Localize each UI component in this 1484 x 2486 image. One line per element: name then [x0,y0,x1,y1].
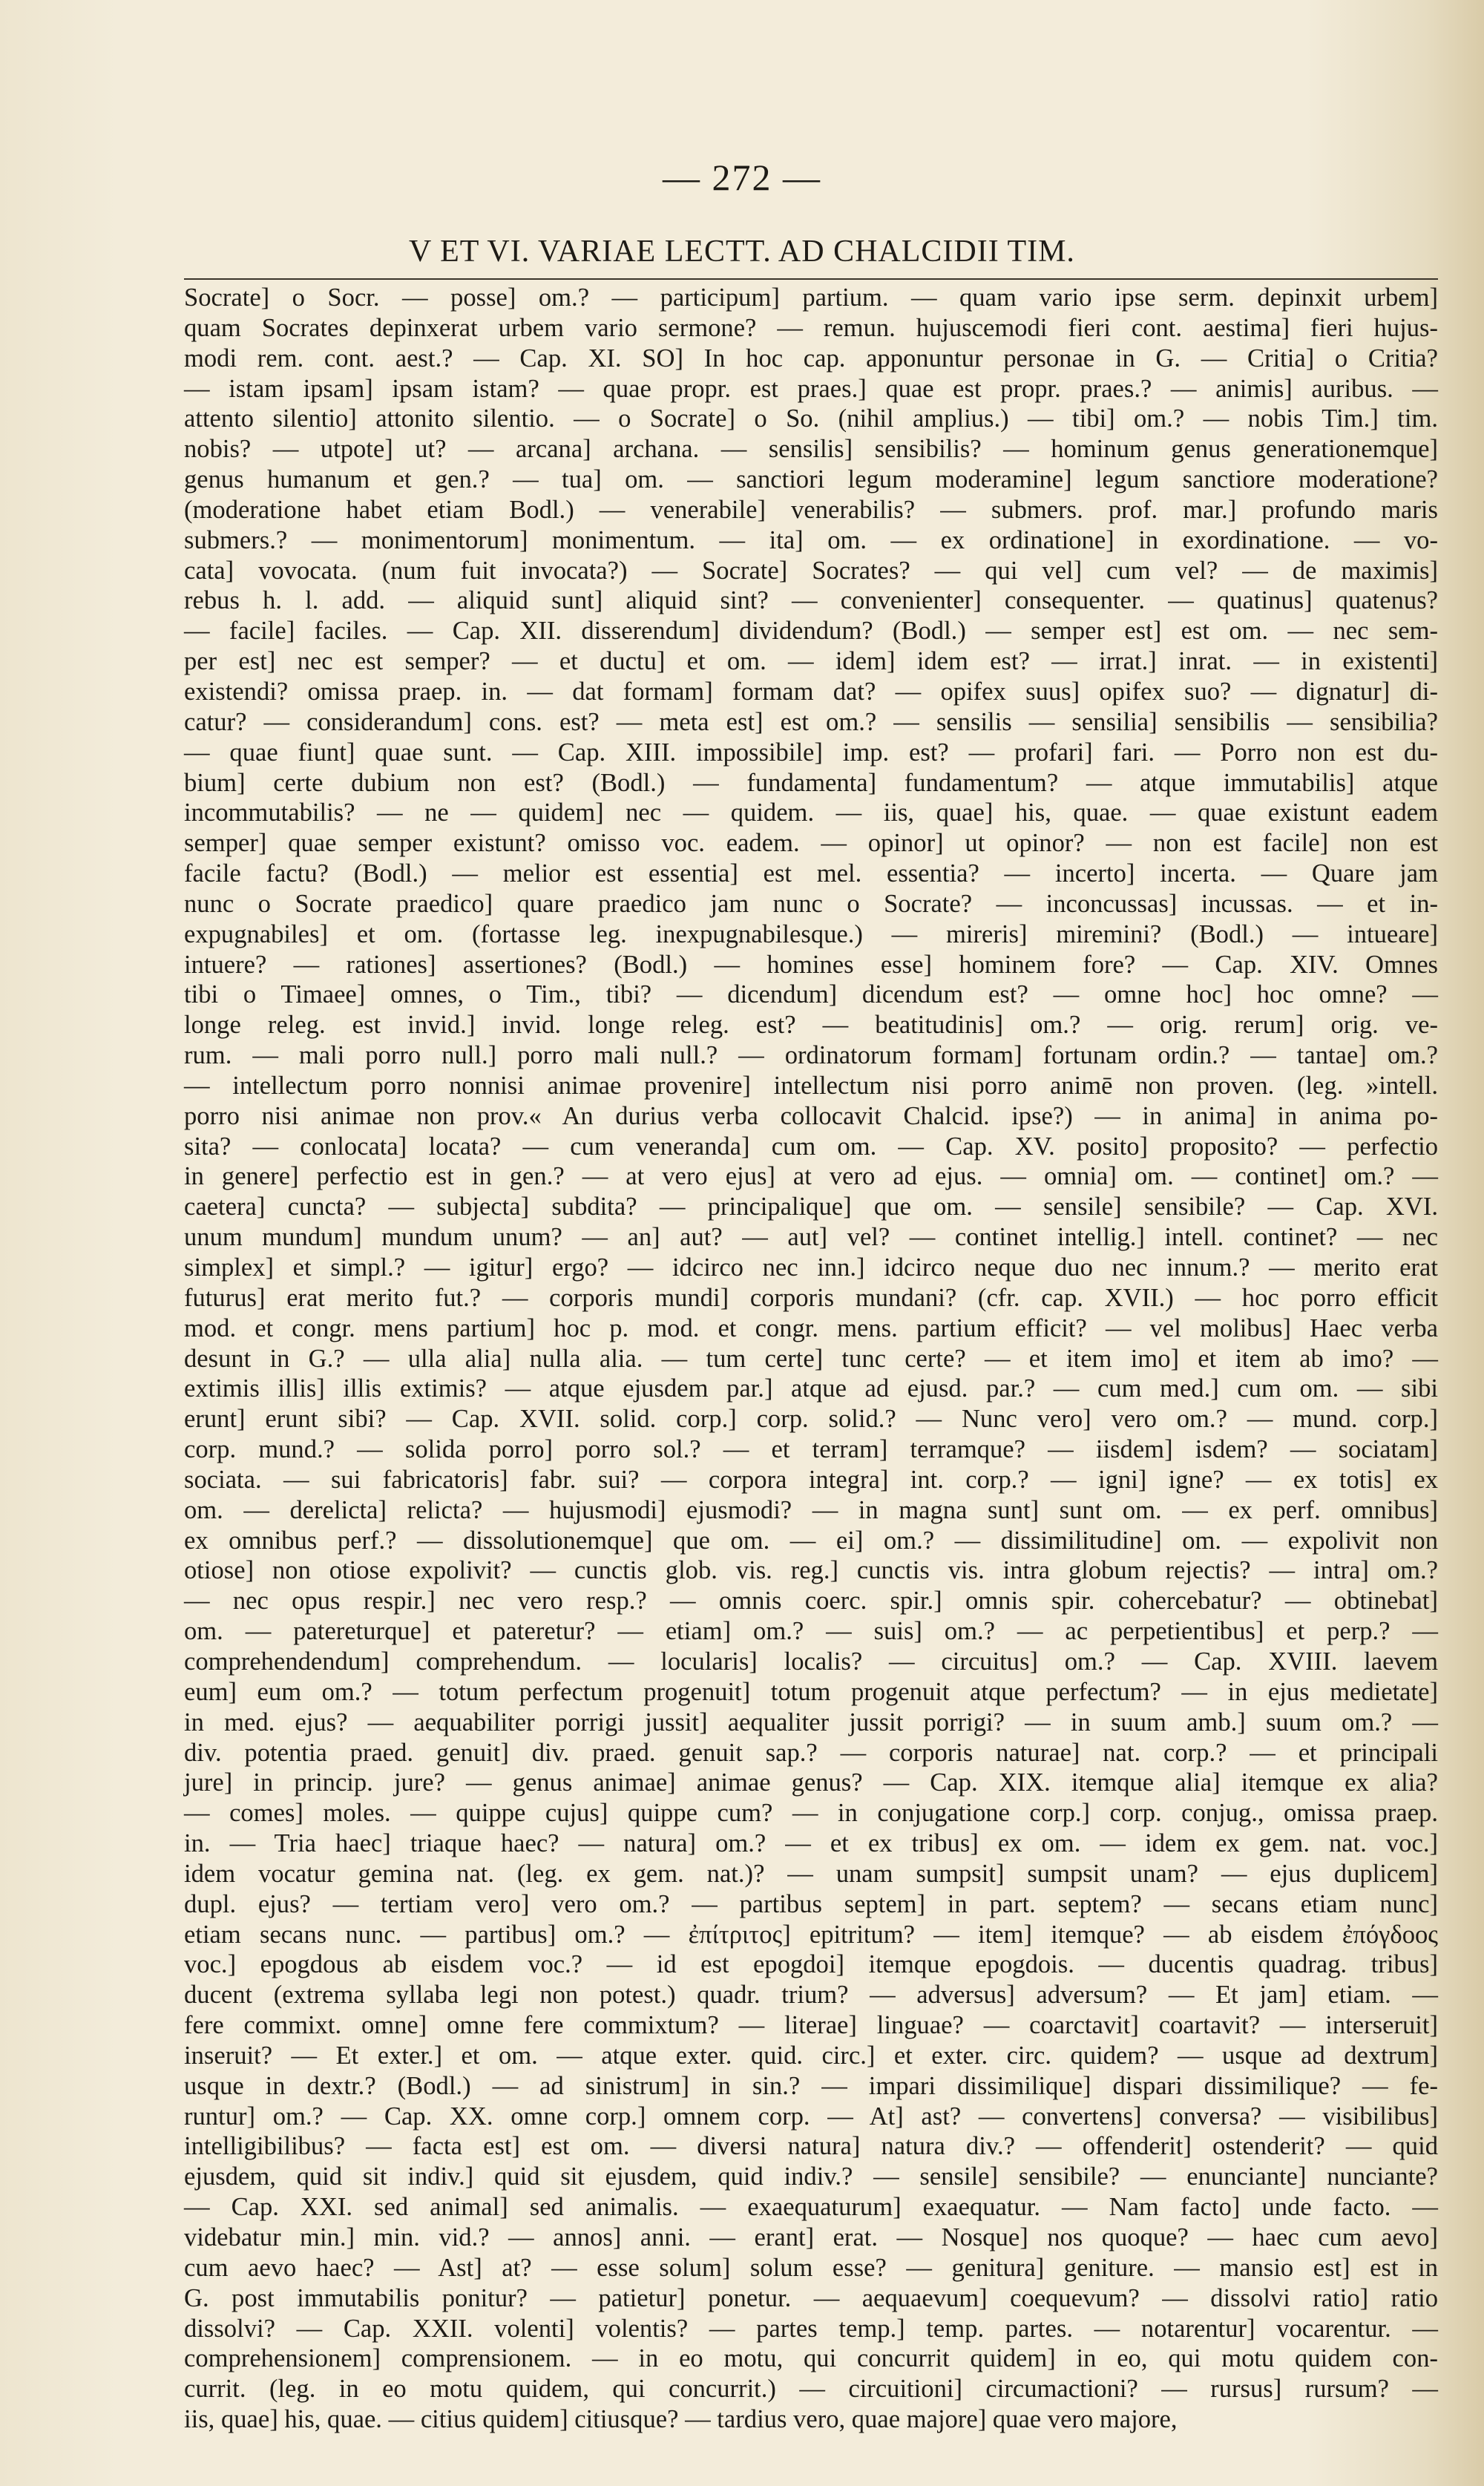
text-line: inseruit? — Et exter.] et om. — atque exter. quid. circ.] et exter. circ. quidem? — usque ad dextrum] [184,2041,1438,2070]
text-line: ducent (extrema syllaba legi non potest.) quadr. trium? — adversus] adversum? — Et jam] etiam. — [184,1981,1438,2010]
text-line: futurus] erat merito fut.? — corporis mundi] corporis mundani? (cfr. cap. XVII.) — hoc porro efficit [184,1283,1438,1312]
text-line: — facile] faciles. — Cap. XII. disserendum] dividendum? (Bodl.) — semper est] est om. — nec sem- [184,617,1438,646]
text-line: runtur] om.? — Cap. XX. omne corp.] omnem corp. — At] ast? — convertens] conversa? — visibilibus] [184,2102,1438,2131]
variant-readings-text [184,283,1438,2435]
text-line: in. — Tria haec] triaque haec? — natura] om.? — et ex tribus] ex om. — idem ex gem. nat. voc.] [184,1829,1438,1858]
text-line: om. — derelicta] relicta? — hujusmodi] ejusmodi? — in magna sunt] sunt om. — ex perf. omnibus] [184,1495,1438,1524]
text-line: per est] nec est semper? — et ductu] et om. — idem] idem est? — irrat.] inrat. — in existenti] [184,647,1438,676]
text-line: porro nisi animae non prov.« An durius verba collocavit Chalcid. ipse?) — in anima] in anima po- [184,1101,1438,1130]
text-line: in genere] perfectio est in gen.? — at vero ejus] at vero ad ejus. — omnia] om. — continet] om.? — [184,1162,1438,1191]
text-line: cum aevo haec? — Ast] at? — esse solum] solum esse? — genitura] geniture. — mansio est] est in [184,2253,1438,2282]
text-line: dupl. ejus? — tertiam vero] vero om.? — partibus septem] in part. septem? — secans etiam nunc] [184,1889,1438,1918]
text-line: G. post immutabilis ponitur? — patietur] ponetur. — aequaevum] coequevum? — dissolvi ratio] ratio [184,2283,1438,2312]
text-line: facile factu? (Bodl.) — melior est essentia] est mel. essentia? — incerto] incerta. — Quare jam [184,859,1438,888]
text-line: simplex] et simpl.? — igitur] ergo? — idcirco nec inn.] idcirco neque duo nec innum.? — merito erat [184,1253,1438,1282]
text-line: iis, quae] his, quae. — citius quidem] citiusque? — tardius vero, quae majore] quae vero majore, [184,2405,1178,2434]
text-line: comprehensionem] comprensionem. — in eo motu, qui concurrit quidem] in eo, qui motu quidem con- [184,2344,1438,2373]
text-line: cata] vovocata. (num fuit invocata?) — Socrate] Socrates? — qui vel] cum vel? — de maximis] [184,556,1438,585]
text-line: intuere? — rationes] assertiones? (Bodl.) — homines esse] hominem fore? — Cap. XIV. Omnes [184,950,1438,979]
text-line: currit. (leg. in eo motu quidem, qui concurrit.) — circuitioni] circumactioni? — rursus] rursum? — [184,2375,1438,2404]
text-line: in med. ejus? — aequabiliter porrigi jussit] aequaliter jussit porrigi? — in suum amb.] suum om.? — [184,1708,1438,1736]
text-line: longe releg. est invid.] invid. longe releg. est? — beatitudinis] om.? — orig. rerum] orig. ve- [184,1011,1438,1040]
header-rule [184,278,1438,280]
text-line: usque in dextr.? (Bodl.) — ad sinistrum] in sin.? — impari dissimilique] dispari dissimilique? — fe- [184,2071,1438,2100]
text-line: genus humanum et gen.? — tua] om. — sanctiori legum moderamine] legum sanctiore moderatione? [184,465,1438,494]
text-line: erunt] erunt sibi? — Cap. XVII. solid. corp.] corp. solid.? — Nunc vero] vero om.? — mund. corp.] [184,1405,1438,1434]
text-line: idem vocatur gemina nat. (leg. ex gem. nat.)? — unam sumpsit] sumpsit unam? — ejus duplicem] [184,1859,1438,1888]
text-line: desunt in G.? — ulla alia] nulla alia. — tum certe] tunc certe? — et item imo] et item ab imo? — [184,1344,1438,1373]
text-line: videbatur min.] min. vid.? — annos] anni. — erant] erat. — Nosque] nos quoque? — haec cum aevo] [184,2223,1438,2251]
text-line: om. — patereturque] et pateretur? — etiam] om.? — suis] om.? — ac perpetientibus] et perp.? — [184,1617,1438,1646]
text-line: expugnabiles] et om. (fortasse leg. inexpugnabilesque.) — mireris] miremini? (Bodl.) — intueare] [184,919,1438,948]
text-line: mod. et congr. mens partium] hoc p. mod. et congr. mens. partium efficit? — vel molibus] Haec verba [184,1313,1438,1342]
text-line: nunc o Socrate praedico] quare praedico jam nunc o Socrate? — inconcussas] incussas. — et in- [184,889,1438,918]
text-line: attento silentio] attonito silentio. — o Socrate] o So. (nihil amplius.) — tibi] om.? — nobis Tim.] tim. [184,404,1438,433]
text-line: (moderatione habet etiam Bodl.) — venerabile] venerabilis? — submers. prof. mar.] profundo maris [184,495,1438,524]
text-line: — nec opus respir.] nec vero resp.? — omnis coerc. spir.] omnis spir. cohercebatur? — obtinebat] [184,1587,1438,1616]
text-line: otiose] non otiose expolivit? — cunctis glob. vis. reg.] cunctis vis. intra globum rejectis? — intra] om.? [184,1556,1438,1585]
page-number: — 272 — [663,157,821,198]
text-line: dissolvi? — Cap. XXII. volenti] volentis? — partes temp.] temp. partes. — notarentur] vocarentur. — [184,2314,1438,2343]
text-line: sita? — conlocata] locata? — cum veneranda] cum om. — Cap. XV. posito] proposito? — perfectio [184,1132,1438,1161]
text-line: fere commixt. omne] omne fere commixtum? — literae] linguae? — coarctavit] coartavit? — interseruit] [184,2011,1438,2040]
text-line: — intellectum porro nonnisi animae provenire] intellectum nisi porro animē non proven. (leg. »intell. [184,1071,1438,1100]
text-line: div. potentia praed. genuit] div. praed. genuit sap.? — corporis naturae] nat. corp.? — et principali [184,1738,1438,1767]
text-line: rum. — mali porro null.] porro mali null.? — ordinatorum formam] fortunam ordin.? — tantae] om.? [184,1041,1438,1070]
text-line: — comes] moles. — quippe cujus] quippe cum? — in conjugatione corp.] corp. conjug., omissa praep. [184,1799,1438,1828]
text-line: modi rem. cont. aest.? — Cap. XI. SO] In hoc cap. apponuntur personae in G. — Critia] o Critia? [184,344,1438,373]
text-line: comprehendendum] comprehendum. — locularis] localis? — circuitus] om.? — Cap. XVIII. laevem [184,1647,1438,1676]
text-line: semper] quae semper existunt? omisso voc. eadem. — opinor] ut opinor? — non est facile] non est [184,829,1438,858]
text-line: tibi o Timaee] omnes, o Tim., tibi? — dicendum] dicendum est? — omne hoc] hoc omne? — [184,980,1438,1009]
text-line: ex omnibus perf.? — dissolutionemque] que om. — ei] om.? — dissimilitudine] om. — expolivit non [184,1526,1438,1555]
text-line: — Cap. XXI. sed animal] sed animalis. — exaequaturum] exaequatur. — Nam facto] unde facto. — [184,2193,1438,2222]
text-line: catur? — considerandum] cons. est? — meta est] est om.? — sensilis — sensilia] sensibilis — sensibilia? [184,707,1438,736]
text-line: corp. mund.? — solida porro] porro sol.? — et terram] terramque? — iisdem] isdem? — sociatam] [184,1435,1438,1464]
text-line: quam Socrates depinxerat urbem vario sermone? — remun. hujuscemodi fieri cont. aestima] fieri hujus- [184,313,1438,342]
text-line: ejusdem, quid sit indiv.] quid sit ejusdem, quid indiv.? — sensile] sensibile? — enunciante] nunciante? [184,2162,1438,2191]
text-line: extimis illis] illis extimis? — atque ejusdem par.] atque ad ejusd. par.? — cum med.] cum om. — sibi [184,1374,1438,1403]
text-line: nobis? — utpote] ut? — arcana] archana. — sensilis] sensibilis? — hominum genus generationemque] [184,435,1438,464]
text-line: bium] certe dubium non est? (Bodl.) — fundamenta] fundamentum? — atque immutabilis] atque [184,768,1438,797]
text-line: caetera] cuncta? — subjecta] subdita? — principalique] que om. — sensile] sensibile? — Cap. XVI. [184,1193,1438,1221]
text-line: voc.] epogdous ab eisdem voc.? — id est epogdoi] itemque epogdois. — ducentis quadrag. tribus] [184,1950,1438,1979]
text-line: etiam secans nunc. — partibus] om.? — ἐπίτριτος] epitritum? — item] itemque? — ab eisdem ἐπόγδοος [184,1920,1438,1949]
text-line: eum] eum om.? — totum perfectum progenuit] totum progenuit atque perfectum? — in ejus medietate] [184,1677,1438,1706]
text-line: jure] in princip. jure? — genus animae] animae genus? — Cap. XIX. itemque alia] itemque ex alia? [184,1768,1438,1797]
text-line: unum mundum] mundum unum? — an] aut? — aut] vel? — continet intellig.] intell. continet? — nec [184,1223,1438,1252]
text-line: submers.? — monimentorum] monimentum. — ita] om. — ex ordinatione] in exordinatione. — vo- [184,525,1438,554]
text-line: — quae fiunt] quae sunt. — Cap. XIII. impossibile] imp. est? — profari] fari. — Porro non est du- [184,738,1438,767]
text-line: incommutabilis? — ne — quidem] nec — quidem. — iis, quae] his, quae. — quae existunt eadem [184,798,1438,827]
text-line: Socrate] o Socr. — posse] om.? — participum] partium. — quam vario ipse serm. depinxit urbem] [184,283,1438,312]
text-line: existendi? omissa praep. in. — dat formam] formam dat? — opifex suus] opifex suo? — dignatur] di- [184,677,1438,706]
text-line: sociata. — sui fabricatoris] fabr. sui? — corpora integra] int. corp.? — igni] igne? — ex totis] ex [184,1465,1438,1494]
text-line: — istam ipsam] ipsam istam? — quae propr. est praes.] quae est propr. praes.? — animis] auribus. — [184,374,1438,403]
text-line: rebus h. l. add. — aliquid sunt] aliquid sint? — convenienter] consequenter. — quatinus] quatenus? [184,586,1438,615]
text-line: intelligibilibus? — facta est] est om. — diversi natura] natura div.? — offenderit] ostenderit? — quid [184,2132,1438,2161]
running-title: V ET VI. VARIAE LECTT. AD CHALCIDII TIM. [409,235,1075,269]
